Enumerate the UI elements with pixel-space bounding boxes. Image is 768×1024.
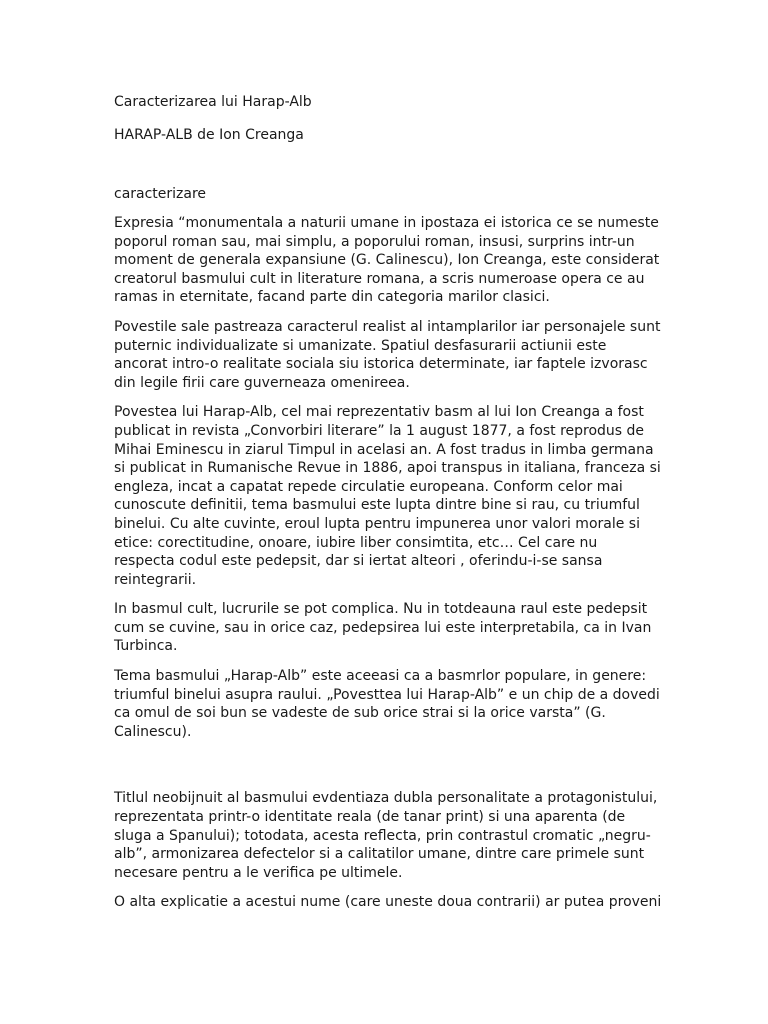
section-label: caracterizare (114, 186, 207, 202)
paragraph: Expresia “monumentala a naturii umane in ipostaza ei istorica ce se numeste poporul roman sau, mai simplu, a poporului roman, insusi, surprins intr-un moment de generala expansiune (G. Calinescu), Ion Creanga, este considerat creatorul basmului cult in literature romana, a scris numeroase opera ce au ramas in eternitate, facand parte din categoria marilor clasici. (114, 215, 660, 306)
paragraph: In basmul cult, lucrurile se pot complica. Nu in totdeauna raul este pedepsit cum se cuvine, sau in orice caz, pedepsirea lui este interpretabila, ca in Ivan Turbinca. (114, 601, 652, 655)
paragraph: Tema basmului „Harap-Alb” este aceeasi ca a basmrlor populare, in genere: triumful binelui asupra raului. „Povesttea lui Harap-Alb” e un chip de a dovedi ca omul de soi bun se vadeste de sub orice strai si la orice varsta” (G. Calinescu). (114, 668, 660, 740)
body-text (114, 214, 662, 912)
paragraph: O alta explicatie a acestui nume (care uneste doua contrarii) ar putea proveni (114, 894, 662, 911)
paragraph: Povestile sale pastreaza caracterul realist al intamplarilor iar personajele sunt puternic individualizate si umanizate. Spatiul desfasurarii actiunii este ancorat intro-o realitate sociala siu istorica determinate, iar faptele izvorasc din legile firii care guverneaza omenireea. (114, 318, 661, 391)
paragraph: Titlul neobijnuit al basmului evdentiaza dubla personalitate a protagonistului, reprezentata printr-o identitate reala (de tanar print) si una aparenta (de sluga a Spanului); totodata, acesta reflecta, prin contrastul cromatic „negru-alb”, armonizarea defectelor si a calitatilor umane, dintre care primele sunt necesare pentru a le verifica pe ultimele. (114, 790, 658, 881)
document-subtitle: HARAP-ALB de Ion Creanga (114, 127, 304, 143)
document-title: Caracterizarea lui Harap-Alb (114, 94, 312, 110)
paragraph: Povestea lui Harap-Alb, cel mai reprezentativ basm al lui Ion Creanga a fost publicat in revista „Convorbiri literare” la 1 august 1877, a fost reprodus de Mihai Eminescu in ziarul Timpul in acelasi an. A fost tradus in limba germana si publicat in Rumanische Revue in 1886, apoi transpus in italiana, franceza si engleza, incat a capatat repede circulatie europeana. Conform celor mai cunoscute definitii, tema basmului este lupta dintre bine si rau, cu triumful binelui. Cu alte cuvinte, eroul lupta pentru impunerea unor valori morale si etice: corectitudine, onoare, iubire liber consimtita, etc… Cel care nu respecta codul este pedepsit, dar si iertat alteori , oferindu-i-se sansa reintegrarii. (114, 404, 661, 588)
document-page (114, 92, 662, 912)
